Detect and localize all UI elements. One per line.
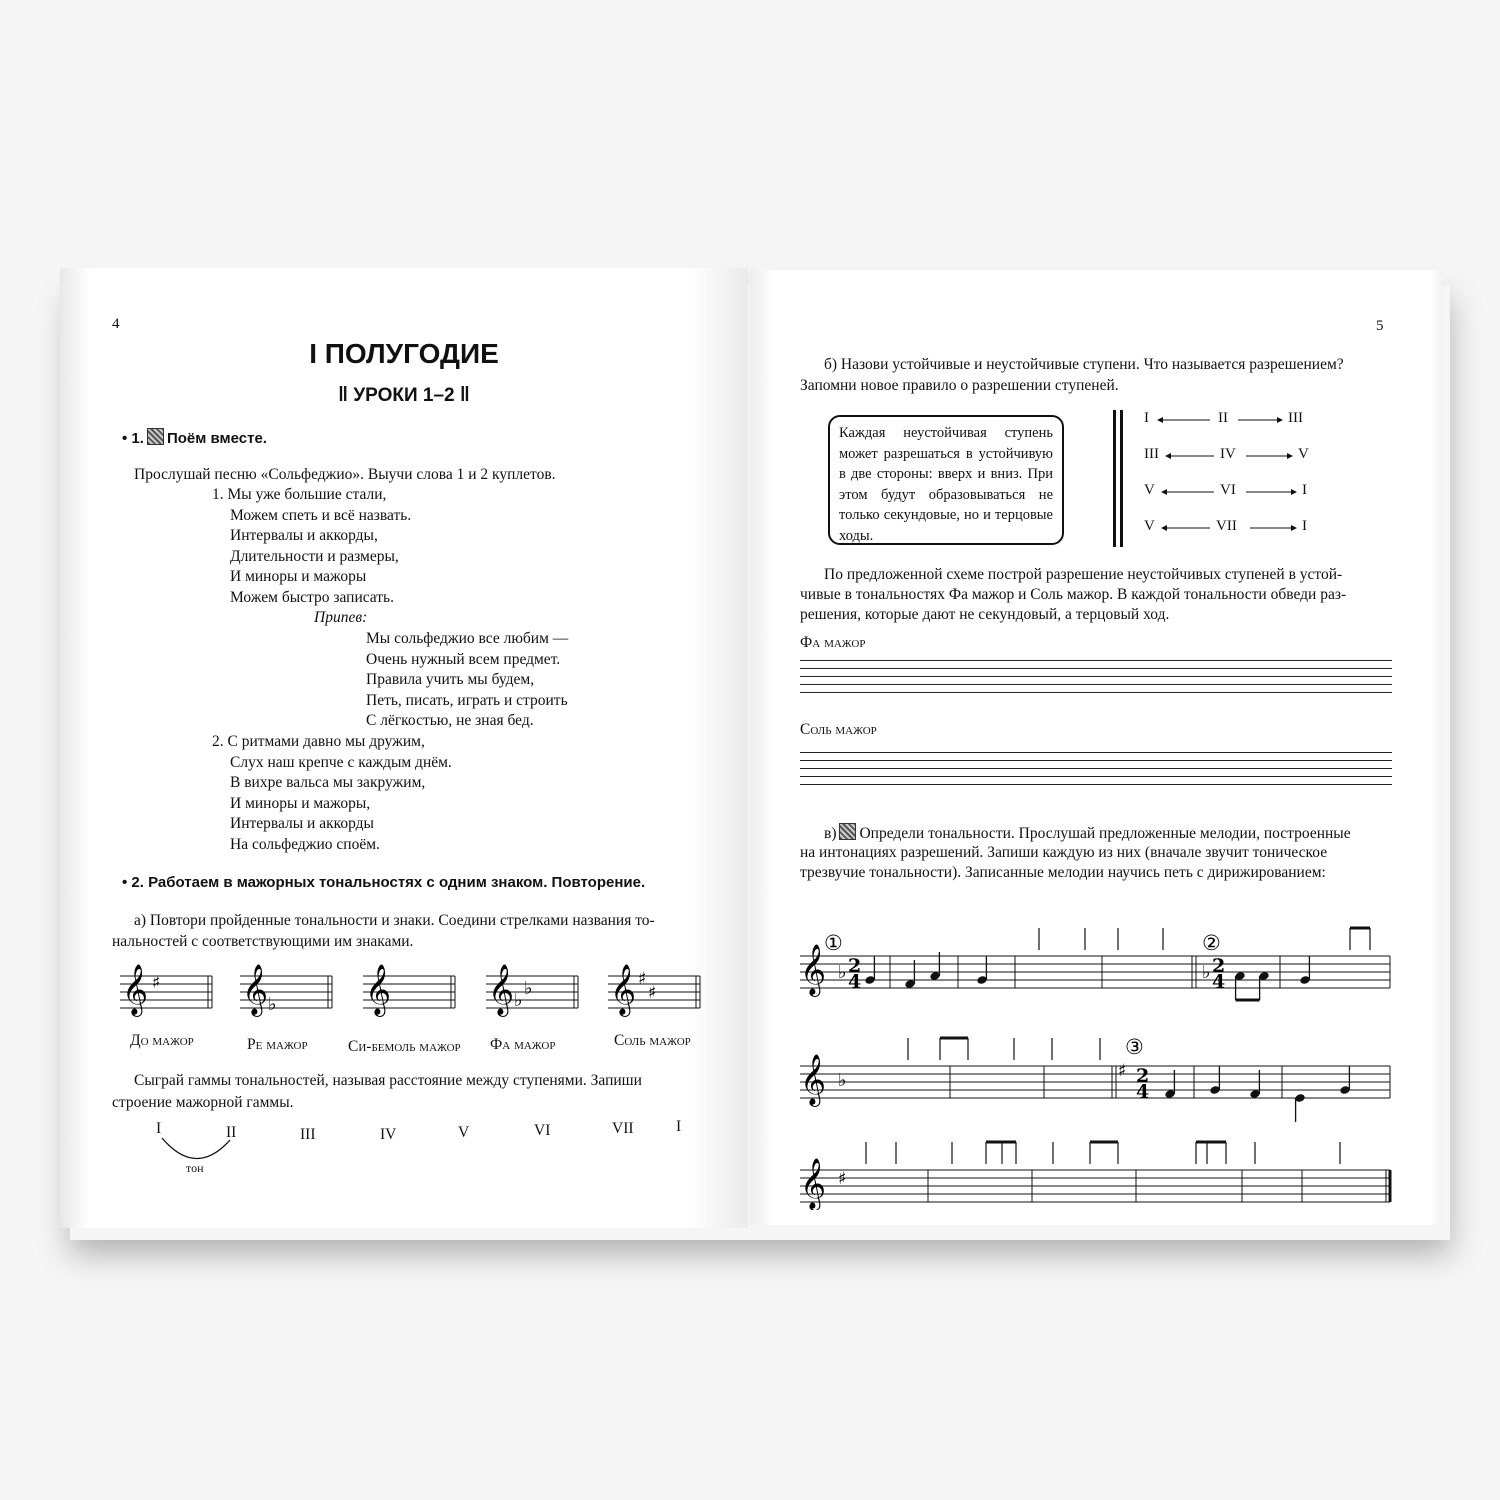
task1-heading-text: Поём вместе.: [166, 430, 267, 447]
page-number: 4: [112, 316, 120, 332]
verse-line: 2. С ритмами давно мы дружим,: [212, 733, 425, 750]
key-name-bflat: Си-бемоль мажор: [348, 1038, 461, 1055]
melody-number: ②: [1202, 931, 1221, 955]
scheme-degree: VI: [1220, 482, 1236, 498]
treble-clef-icon: 𝄞: [365, 964, 392, 1015]
rule-box: Каждая неустойчивая ступень может разрешаться в устойчивую в две стороны: вверх и вниз. При этом будут образовываться не только секундовые, но и терцовые ходы.: [828, 415, 1064, 545]
task-c-line1: [824, 823, 1351, 843]
time-signature-bottom: 4: [848, 971, 862, 993]
sharp-icon: ♯: [838, 1169, 847, 1189]
qr-code-icon: [147, 428, 164, 445]
flat-icon: ♭: [838, 1070, 847, 1091]
scale-line2: строение мажорной гаммы.: [112, 1094, 294, 1111]
sharp-icon: ♯: [648, 983, 657, 1003]
treble-clef-icon: 𝄞: [800, 1158, 827, 1209]
right-page: [750, 270, 1442, 1225]
key-staves-group: [120, 964, 700, 1017]
chorus-line: Мы сольфеджио все любим —: [366, 630, 569, 647]
empty-staff-g-major: [800, 752, 1392, 785]
scheme-degree: I: [1144, 410, 1149, 426]
verse-1: [212, 485, 411, 609]
task-c-line3: трезвучие тональности). Записанные мелодии научись петь с дирижированием:: [800, 864, 1326, 881]
degree: II: [226, 1124, 237, 1141]
key-name-c: До мажор: [130, 1032, 194, 1049]
flat-icon: ♭: [268, 994, 277, 1015]
sharp-icon: ♯: [152, 973, 161, 993]
treble-clef-icon: 𝄞: [800, 1054, 827, 1105]
staff2-label: Соль мажор: [800, 721, 877, 738]
scheme-degree: I: [1302, 518, 1307, 534]
task-c-text: Определи тональности. Прослушай предложенные мелодии, построенные: [859, 825, 1351, 842]
task2-a-line2: нальностей с соответствующими им знаками.: [112, 933, 414, 950]
chorus-line: Правила учить мы будем,: [366, 671, 535, 689]
flat-icon: ♭: [514, 990, 523, 1011]
melody-staves: [790, 920, 1400, 1210]
scheme-bar: [1120, 410, 1123, 547]
treble-clef-icon: 𝄞: [488, 964, 515, 1015]
sharp-icon: ♯: [1118, 1061, 1127, 1081]
degree: III: [300, 1126, 316, 1143]
melody-number: ③: [1125, 1035, 1144, 1059]
time-signature-bottom: 4: [1136, 1081, 1150, 1103]
empty-staff-f-major: [800, 660, 1392, 693]
chorus-line: Петь, писать, играть и строить: [366, 691, 568, 709]
verse-line: И миноры и мажоры: [230, 568, 367, 586]
qr-code-icon: [839, 823, 856, 840]
verse-2: [212, 732, 452, 856]
chorus: [366, 629, 568, 732]
verse-line: Можем спеть и всё назвать.: [230, 506, 412, 524]
degree: IV: [380, 1126, 397, 1143]
degree: I: [676, 1118, 682, 1135]
verse-line: Интервалы и аккорды,: [230, 527, 378, 545]
melody-group: [800, 928, 1390, 1210]
time-signature-top: 2: [848, 955, 862, 977]
scheme-degree: VII: [1216, 518, 1237, 534]
scheme-degree: V: [1144, 482, 1155, 498]
scheme-degree: V: [1144, 518, 1155, 534]
time-signature-top: 2: [1212, 955, 1226, 977]
task-c-prefix: в): [824, 825, 837, 842]
verse-line: Слух наш крепче с каждым днём.: [230, 753, 452, 771]
treble-clef-icon: 𝄞: [242, 964, 269, 1015]
task2-a-line1: а) Повтори пройденные тональности и знаки. Соедини стрелками названия то-: [134, 912, 655, 929]
tone-label: тон: [186, 1161, 204, 1175]
time-signature-top: 2: [1136, 1065, 1150, 1087]
verse-line: Можем быстро записать.: [230, 588, 394, 606]
task-c-line2: на интонациях разрешений. Запиши каждую из них (вначале звучит тоническое: [800, 844, 1328, 861]
flat-icon: ♭: [524, 978, 533, 999]
para-line2: чивые в тональностях Фа мажор и Соль мажор. В каждой тональности обведи раз-: [800, 586, 1347, 603]
degree: I: [156, 1120, 162, 1137]
key-name-g: Соль мажор: [614, 1032, 691, 1049]
task-b-line1: б) Назови устойчивые и неустойчивые ступени. Что называется разрешением?: [824, 356, 1344, 373]
scheme-degree: III: [1288, 410, 1303, 426]
verse-line: И миноры и мажоры,: [230, 794, 371, 812]
degree: V: [458, 1124, 470, 1141]
key-name-f: Фа мажор: [490, 1036, 556, 1053]
verse-line: Интервалы и аккорды: [230, 815, 374, 833]
staff1-label: Фа мажор: [800, 634, 866, 651]
degree: VII: [612, 1120, 634, 1137]
treble-clef-icon: 𝄞: [122, 964, 149, 1015]
para-line3: решения, которые дают не секундовый, а терцовый ход.: [800, 606, 1170, 623]
scheme-degree: V: [1298, 446, 1309, 462]
left-page: [60, 268, 748, 1228]
chorus-line: С лёгкостью, не зная бед.: [366, 712, 534, 730]
scheme-degree: III: [1144, 446, 1159, 462]
treble-clef-icon: 𝄞: [800, 944, 827, 995]
degree: VI: [534, 1122, 551, 1139]
task1-number: • 1.: [122, 430, 144, 447]
key-signature-staves: [110, 952, 720, 1032]
sharp-icon: ♯: [638, 969, 647, 989]
scheme-degree: II: [1218, 410, 1228, 426]
page-number: 5: [1376, 318, 1384, 334]
verse-line: На сольфеджио споём.: [230, 835, 380, 853]
treble-clef-icon: 𝄞: [610, 964, 637, 1015]
flat-icon: ♭: [838, 962, 847, 983]
time-signature-bottom: 4: [1212, 971, 1226, 993]
scale-line1: Сыграй гаммы тональностей, называя расстояние между ступенями. Запиши: [134, 1072, 642, 1089]
lesson-subtitle: ‖ УРОКИ 1–2 ‖: [338, 384, 470, 406]
verse-line: В вихре вальса мы закружим,: [230, 774, 426, 792]
scheme-degree: I: [1302, 482, 1307, 498]
page-title: I ПОЛУГОДИЕ: [309, 338, 499, 369]
para-line1: По предложенной схеме построй разрешение неустойчивых ступеней в устой-: [824, 566, 1343, 583]
task1-heading: [122, 428, 267, 447]
scheme-degree: IV: [1220, 446, 1236, 462]
task2-heading: • 2. Работаем в мажорных тональностях с одним знаком. Повторение.: [122, 874, 646, 891]
chorus-line: Очень нужный всем предмет.: [366, 650, 561, 668]
key-name-d: Ре мажор: [247, 1036, 308, 1053]
verse-line: Длительности и размеры,: [230, 547, 399, 565]
scheme-arrows: [1142, 408, 1317, 548]
melody-number: ①: [824, 931, 843, 955]
task1-intro: Прослушай песню «Сольфеджио». Выучи слова 1 и 2 куплетов.: [134, 466, 556, 483]
lesson-subtitle-text: УРОКИ 1–2: [353, 385, 455, 406]
chorus-label: Припев:: [314, 609, 368, 626]
flat-icon: ♭: [1202, 962, 1211, 983]
scheme-bar: [1113, 410, 1116, 547]
task-b-line2: Запомни новое правило о разрешении ступеней.: [800, 377, 1119, 394]
verse-line: 1. Мы уже большие стали,: [212, 486, 387, 503]
